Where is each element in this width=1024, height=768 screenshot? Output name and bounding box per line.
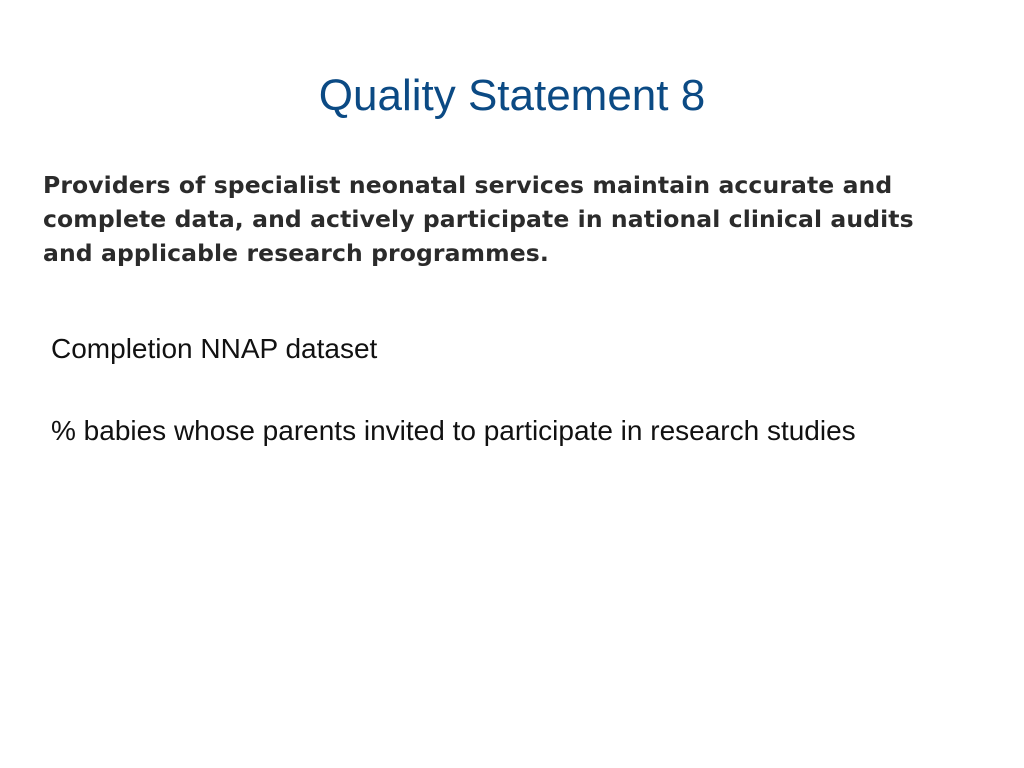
body-paragraph-research: % babies whose parents invited to participate in research studies (51, 415, 856, 446)
statement-line-2: complete data, and actively participate in national clinical audits (43, 205, 914, 233)
body-paragraph-nnap: Completion NNAP dataset (51, 333, 378, 364)
statement-line-1: Providers of specialist neonatal services maintain accurate and (43, 171, 893, 199)
statement-line-3: and applicable research programmes. (43, 239, 549, 267)
slide-body (51, 330, 971, 450)
slide-title: Quality Statement 8 (318, 71, 706, 120)
paragraph-spacer (51, 368, 971, 412)
quality-statement-block (43, 168, 993, 270)
